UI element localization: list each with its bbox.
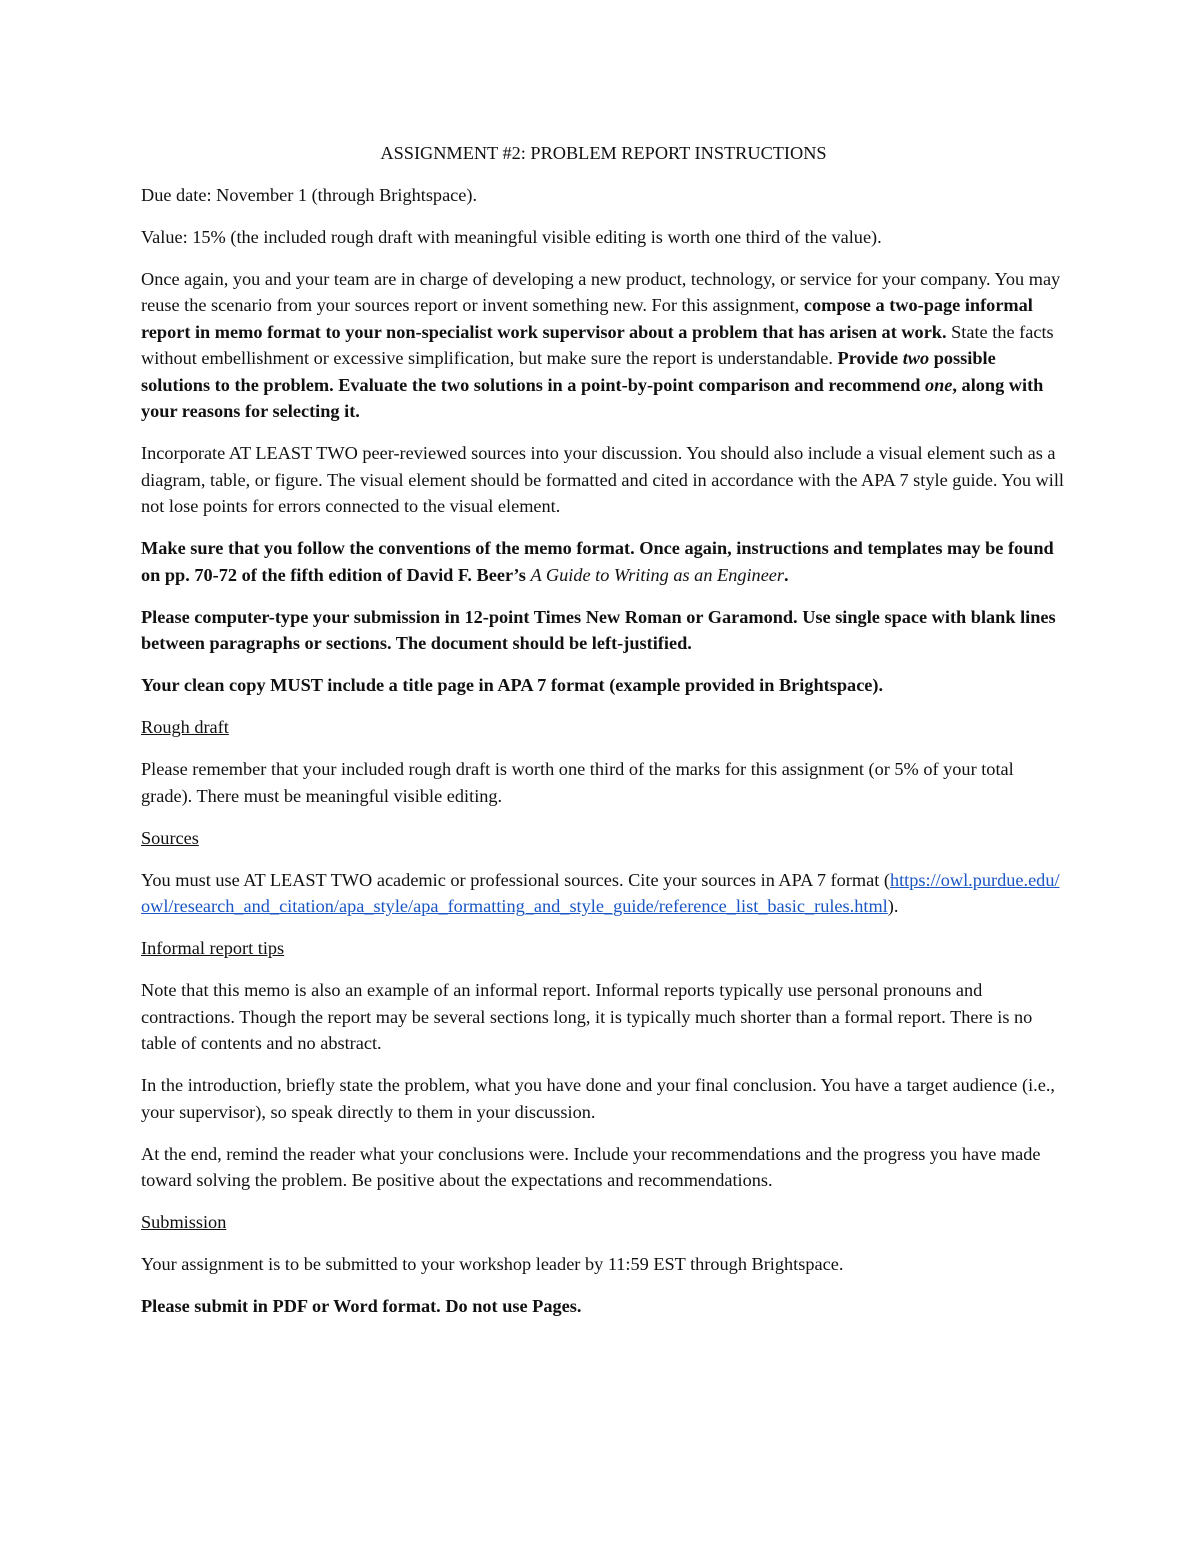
- informal-tips-heading: Informal report tips: [141, 938, 285, 958]
- document-title: ASSIGNMENT #2: PROBLEM REPORT INSTRUCTIONS: [380, 143, 827, 163]
- apa-reference-link[interactable]: https://owl.purdue.edu/owl/research_and_citation/apa_style/apa_formatting_and_style_guide/reference_list_basic_rules.html: [141, 869, 1060, 916]
- sources-heading: Sources: [141, 827, 199, 848]
- value-line: Value: 15% (the included rough draft with meaningful visible editing is worth one third of the value).: [141, 226, 882, 247]
- intro-bold-1: compose a two-page informal report in memo format to your non-specialist work supervisor about a problem that has arisen at work.: [141, 295, 1033, 342]
- intro-emphasis-two: two: [902, 348, 930, 368]
- document-page: [141, 140, 1066, 1335]
- intro-paragraph: [141, 266, 1066, 425]
- intro-text-2: State the facts without embellishment or excessive simplification, but make sure the report is understandable.: [141, 321, 1054, 368]
- rough-draft-heading: Rough draft: [141, 717, 229, 737]
- intro-text-1: Once again, you and your team are in charge of developing a new product, technology, or service for your company. You may reuse the scenario from your sources report or invent something new. For this assignment,: [141, 268, 1061, 315]
- typing-paragraph: Please computer-type your submission in 12-point Times New Roman or Garamond. Use single space with blank lines between paragraphs or sections. The document should be left-justified.: [141, 606, 1056, 653]
- submission-heading: Submission: [141, 1212, 227, 1232]
- sources-requirement-paragraph: Incorporate AT LEAST TWO peer-reviewed sources into your discussion. You should also include a visual element such as a diagram, table, or figure. The visual element should be formatted and cited in accordance with the APA 7 style guide. You will not lose points for errors connected to the visual element.: [141, 443, 1064, 516]
- memo-format-end: .: [784, 564, 789, 585]
- memo-format-bold: Make sure that you follow the conventions of the memo format. Once again, instructions and templates may be found on pp. 70-72 of the fifth edition of David F. Beer’s: [141, 538, 1054, 585]
- book-title: A Guide to Writing as an Engineer: [530, 564, 785, 585]
- submission-format: Please submit in PDF or Word format. Do not use Pages.: [141, 1296, 582, 1316]
- informal-tips-p3: At the end, remind the reader what your conclusions were. Include your recommendations and the progress you have made toward solving the problem. Be positive about the expectations and recommendations.: [141, 1143, 1041, 1190]
- intro-emphasis-one: one: [924, 374, 953, 395]
- title-page-paragraph: Your clean copy MUST include a title page in APA 7 format (example provided in Brightspace).: [141, 675, 884, 695]
- sources-text: You must use AT LEAST TWO academic or professional sources. Cite your sources in APA 7 format (https://owl.purdue.edu/owl/research_and_citation/apa_style/apa_formatting_and_style_guide/reference_list_basic_rules.html).: [141, 869, 1060, 916]
- submission-text: Your assignment is to be submitted to your workshop leader by 11:59 EST through Brightspace.: [141, 1254, 844, 1274]
- informal-tips-p1: Note that this memo is also an example of an informal report. Informal reports typically use personal pronouns and contractions. Though the report may be several sections long, it is typically much shorter than a formal report. There is no table of contents and no abstract.: [141, 980, 1033, 1053]
- rough-draft-text: Please remember that your included rough draft is worth one third of the marks for this assignment (or 5% of your total grade). There must be meaningful visible editing.: [141, 759, 1014, 806]
- intro-bold-2: Provide two possible solutions to the problem. Evaluate the two solutions in a point-by-point comparison and recommend one, along with your reasons for selecting it.: [141, 348, 1044, 421]
- informal-tips-p2: In the introduction, briefly state the problem, what you have done and your final conclusion. You have a target audience (i.e., your supervisor), so speak directly to them in your discussion.: [141, 1075, 1055, 1122]
- due-date: Due date: November 1 (through Brightspace).: [141, 184, 478, 205]
- memo-format-paragraph: [141, 535, 1066, 588]
